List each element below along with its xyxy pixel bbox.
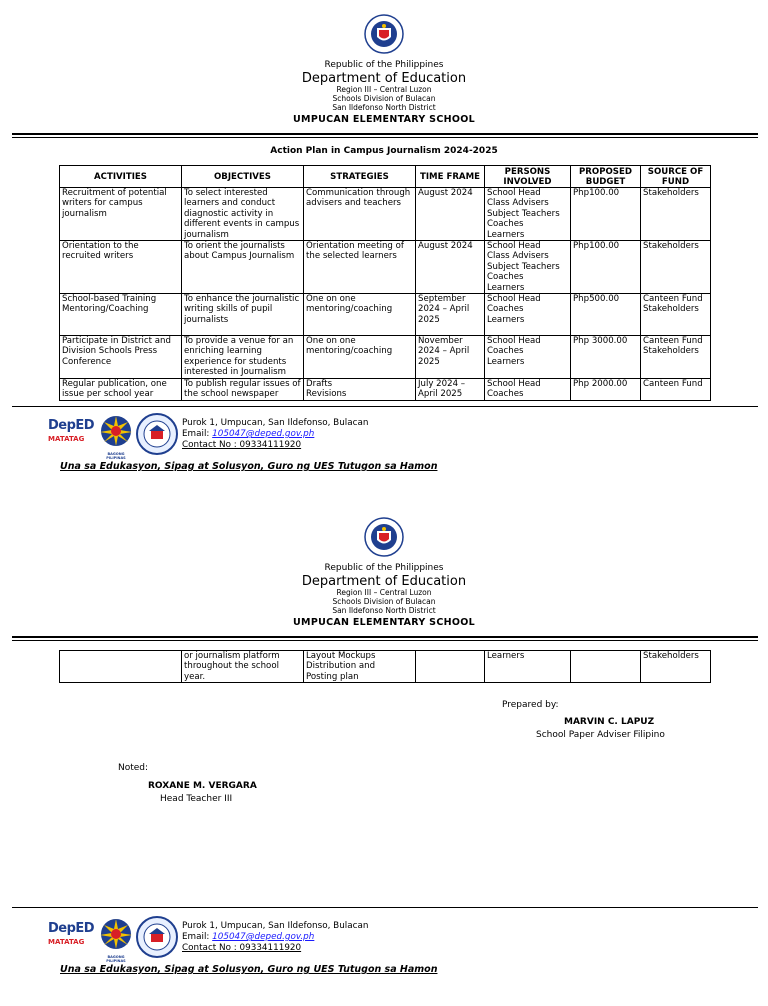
footer-email-link[interactable]: 105047@deped.gov.ph xyxy=(212,429,315,439)
cell-strategy: Layout Mockups Distribution and Posting plan xyxy=(304,651,416,683)
bagong-pilipinas-label: BAGONG PILIPINAS xyxy=(106,452,126,460)
cell-activity xyxy=(60,651,182,683)
cell-strategy: One on one mentoring/coaching xyxy=(304,336,416,379)
table-row xyxy=(60,188,711,241)
table-row xyxy=(60,241,711,294)
cell-objective: To publish regular issues of the school newspaper xyxy=(182,378,304,400)
cell-strategy: Communication through advisers and teachers xyxy=(304,188,416,241)
cell-strategy: Drafts Revisions xyxy=(304,378,416,400)
plan-title: Action Plan in Campus Journalism 2024-2025 xyxy=(270,146,498,156)
cell-time-frame: November 2024 – April 2025 xyxy=(416,336,485,379)
col-header-strategies: STRATEGIES xyxy=(304,166,416,188)
cell-persons: Learners xyxy=(485,651,571,683)
cell-activity: Participate in District and Division Schools Press Conference xyxy=(60,336,182,379)
noted-name: ROXANE M. VERGARA xyxy=(148,781,257,791)
deped-seal-logo xyxy=(364,517,404,557)
cell-source: Stakeholders xyxy=(641,188,711,241)
footer-email-line xyxy=(182,932,314,943)
cell-source: Canteen Fund Stakeholders xyxy=(641,336,711,379)
col-header-time-frame: TIME FRAME xyxy=(416,166,485,188)
division-label: Schools Division of Bulacan xyxy=(332,597,436,606)
cell-objective: To provide a venue for an enriching learning experience for students interested in Journalism xyxy=(182,336,304,379)
cell-objective: To enhance the journalistic writing skills of pupil journalists xyxy=(182,294,304,336)
school-seal-logo xyxy=(136,916,178,958)
cell-budget: Php 2000.00 xyxy=(571,378,641,400)
cell-time-frame: August 2024 xyxy=(416,241,485,294)
region-label: Region III – Central Luzon xyxy=(336,588,432,597)
cell-time-frame xyxy=(416,651,485,683)
footer-email-link[interactable]: 105047@deped.gov.ph xyxy=(212,932,315,942)
prepared-by-label: Prepared by: xyxy=(502,700,559,710)
department-title: Department of Education xyxy=(301,574,467,589)
cell-source: Canteen Fund xyxy=(641,378,711,400)
col-header-persons: PERSONS INVOLVED xyxy=(485,166,571,188)
cell-activity: School-based Training Mentoring/Coaching xyxy=(60,294,182,336)
cell-activity: Orientation to the recruited writers xyxy=(60,241,182,294)
cell-objective: or journalism platform throughout the school year. xyxy=(182,651,304,683)
header-divider xyxy=(12,133,758,135)
deped-wordmark: DepED xyxy=(48,921,95,936)
footer-contact: Contact No : 09334111920 xyxy=(182,943,302,953)
footer-divider xyxy=(12,406,758,407)
footer-address: Purok 1, Umpucan, San Ildefonso, Bulacan xyxy=(182,418,369,428)
school-motto: Una sa Edukasyon, Sipag at Solusyon, Guro ng UES Tutugon sa Hamon xyxy=(60,461,438,472)
cell-budget: Php500.00 xyxy=(571,294,641,336)
school-name: UMPUCAN ELEMENTARY SCHOOL xyxy=(293,617,475,628)
matatag-wordmark: MATATAG xyxy=(48,938,85,946)
table-row xyxy=(60,651,711,683)
cell-budget: Php100.00 xyxy=(571,188,641,241)
cell-activity: Regular publication, one issue per school year xyxy=(60,378,182,400)
cell-budget: Php100.00 xyxy=(571,241,641,294)
cell-strategy: One on one mentoring/coaching xyxy=(304,294,416,336)
district-label: San Ildefonso North District xyxy=(332,606,436,615)
cell-persons: School Head Coaches Learners xyxy=(485,336,571,379)
cell-strategy: Orientation meeting of the selected learners xyxy=(304,241,416,294)
cell-source: Stakeholders xyxy=(641,651,711,683)
deped-matatag-logo xyxy=(48,921,94,965)
cell-source: Stakeholders xyxy=(641,241,711,294)
bagong-pilipinas-logo xyxy=(98,414,134,460)
cell-time-frame: September 2024 – April 2025 xyxy=(416,294,485,336)
header-divider-thin xyxy=(12,137,758,138)
department-title: Department of Education xyxy=(301,71,467,86)
table-row xyxy=(60,336,711,379)
col-header-budget: PROPOSED BUDGET xyxy=(571,166,641,188)
cell-persons: School Head Coaches xyxy=(485,378,571,400)
footer-email-line xyxy=(182,429,314,440)
col-header-source: SOURCE OF FUND xyxy=(641,166,711,188)
matatag-wordmark: MATATAG xyxy=(48,435,85,443)
col-header-activities: ACTIVITIES xyxy=(60,166,182,188)
cell-objective: To orient the journalists about Campus Journalism xyxy=(182,241,304,294)
cell-activity: Recruitment of potential writers for campus journalism xyxy=(60,188,182,241)
footer-divider xyxy=(12,907,758,908)
table-row xyxy=(60,294,711,336)
school-motto: Una sa Edukasyon, Sipag at Solusyon, Guro ng UES Tutugon sa Hamon xyxy=(60,964,438,975)
deped-matatag-logo xyxy=(48,418,94,462)
action-plan-table xyxy=(59,165,711,401)
prepared-by-name: MARVIN C. LAPUZ xyxy=(564,717,655,727)
noted-label: Noted: xyxy=(118,763,149,773)
cell-budget: Php 3000.00 xyxy=(571,336,641,379)
header-divider-thin xyxy=(12,640,758,641)
cell-time-frame: July 2024 – April 2025 xyxy=(416,378,485,400)
school-name: UMPUCAN ELEMENTARY SCHOOL xyxy=(293,114,475,125)
division-label: Schools Division of Bulacan xyxy=(332,94,436,103)
cell-persons: School Head Class Advisers Subject Teachers Coaches Learners xyxy=(485,241,571,294)
action-plan-table-continued xyxy=(59,650,711,683)
prepared-by-role: School Paper Adviser Filipino xyxy=(536,730,665,740)
deped-seal-logo xyxy=(364,14,404,54)
republic-label: Republic of the Philippines xyxy=(324,60,444,70)
noted-role: Head Teacher III xyxy=(160,794,233,804)
footer-address: Purok 1, Umpucan, San Ildefonso, Bulacan xyxy=(182,921,369,931)
cell-time-frame: August 2024 xyxy=(416,188,485,241)
col-header-objectives: OBJECTIVES xyxy=(182,166,304,188)
cell-budget xyxy=(571,651,641,683)
table-row xyxy=(60,378,711,400)
cell-persons: School Head Class Advisers Subject Teachers Coaches Learners xyxy=(485,188,571,241)
bagong-pilipinas-label: BAGONG PILIPINAS xyxy=(106,955,126,963)
footer-email-label: Email: xyxy=(182,429,213,439)
deped-wordmark: DepED xyxy=(48,418,95,433)
region-label: Region III – Central Luzon xyxy=(336,85,432,94)
footer-email-label: Email: xyxy=(182,932,213,942)
cell-objective: To select interested learners and conduct diagnostic activity in different events in campus journalism xyxy=(182,188,304,241)
school-seal-logo xyxy=(136,413,178,455)
district-label: San Ildefonso North District xyxy=(332,103,436,112)
cell-persons: School Head Coaches Learners xyxy=(485,294,571,336)
footer-contact: Contact No : 09334111920 xyxy=(182,440,302,450)
header-divider xyxy=(12,636,758,638)
republic-label: Republic of the Philippines xyxy=(324,563,444,573)
table-header-row xyxy=(60,166,711,188)
cell-source: Canteen Fund Stakeholders xyxy=(641,294,711,336)
bagong-pilipinas-logo xyxy=(98,917,134,963)
